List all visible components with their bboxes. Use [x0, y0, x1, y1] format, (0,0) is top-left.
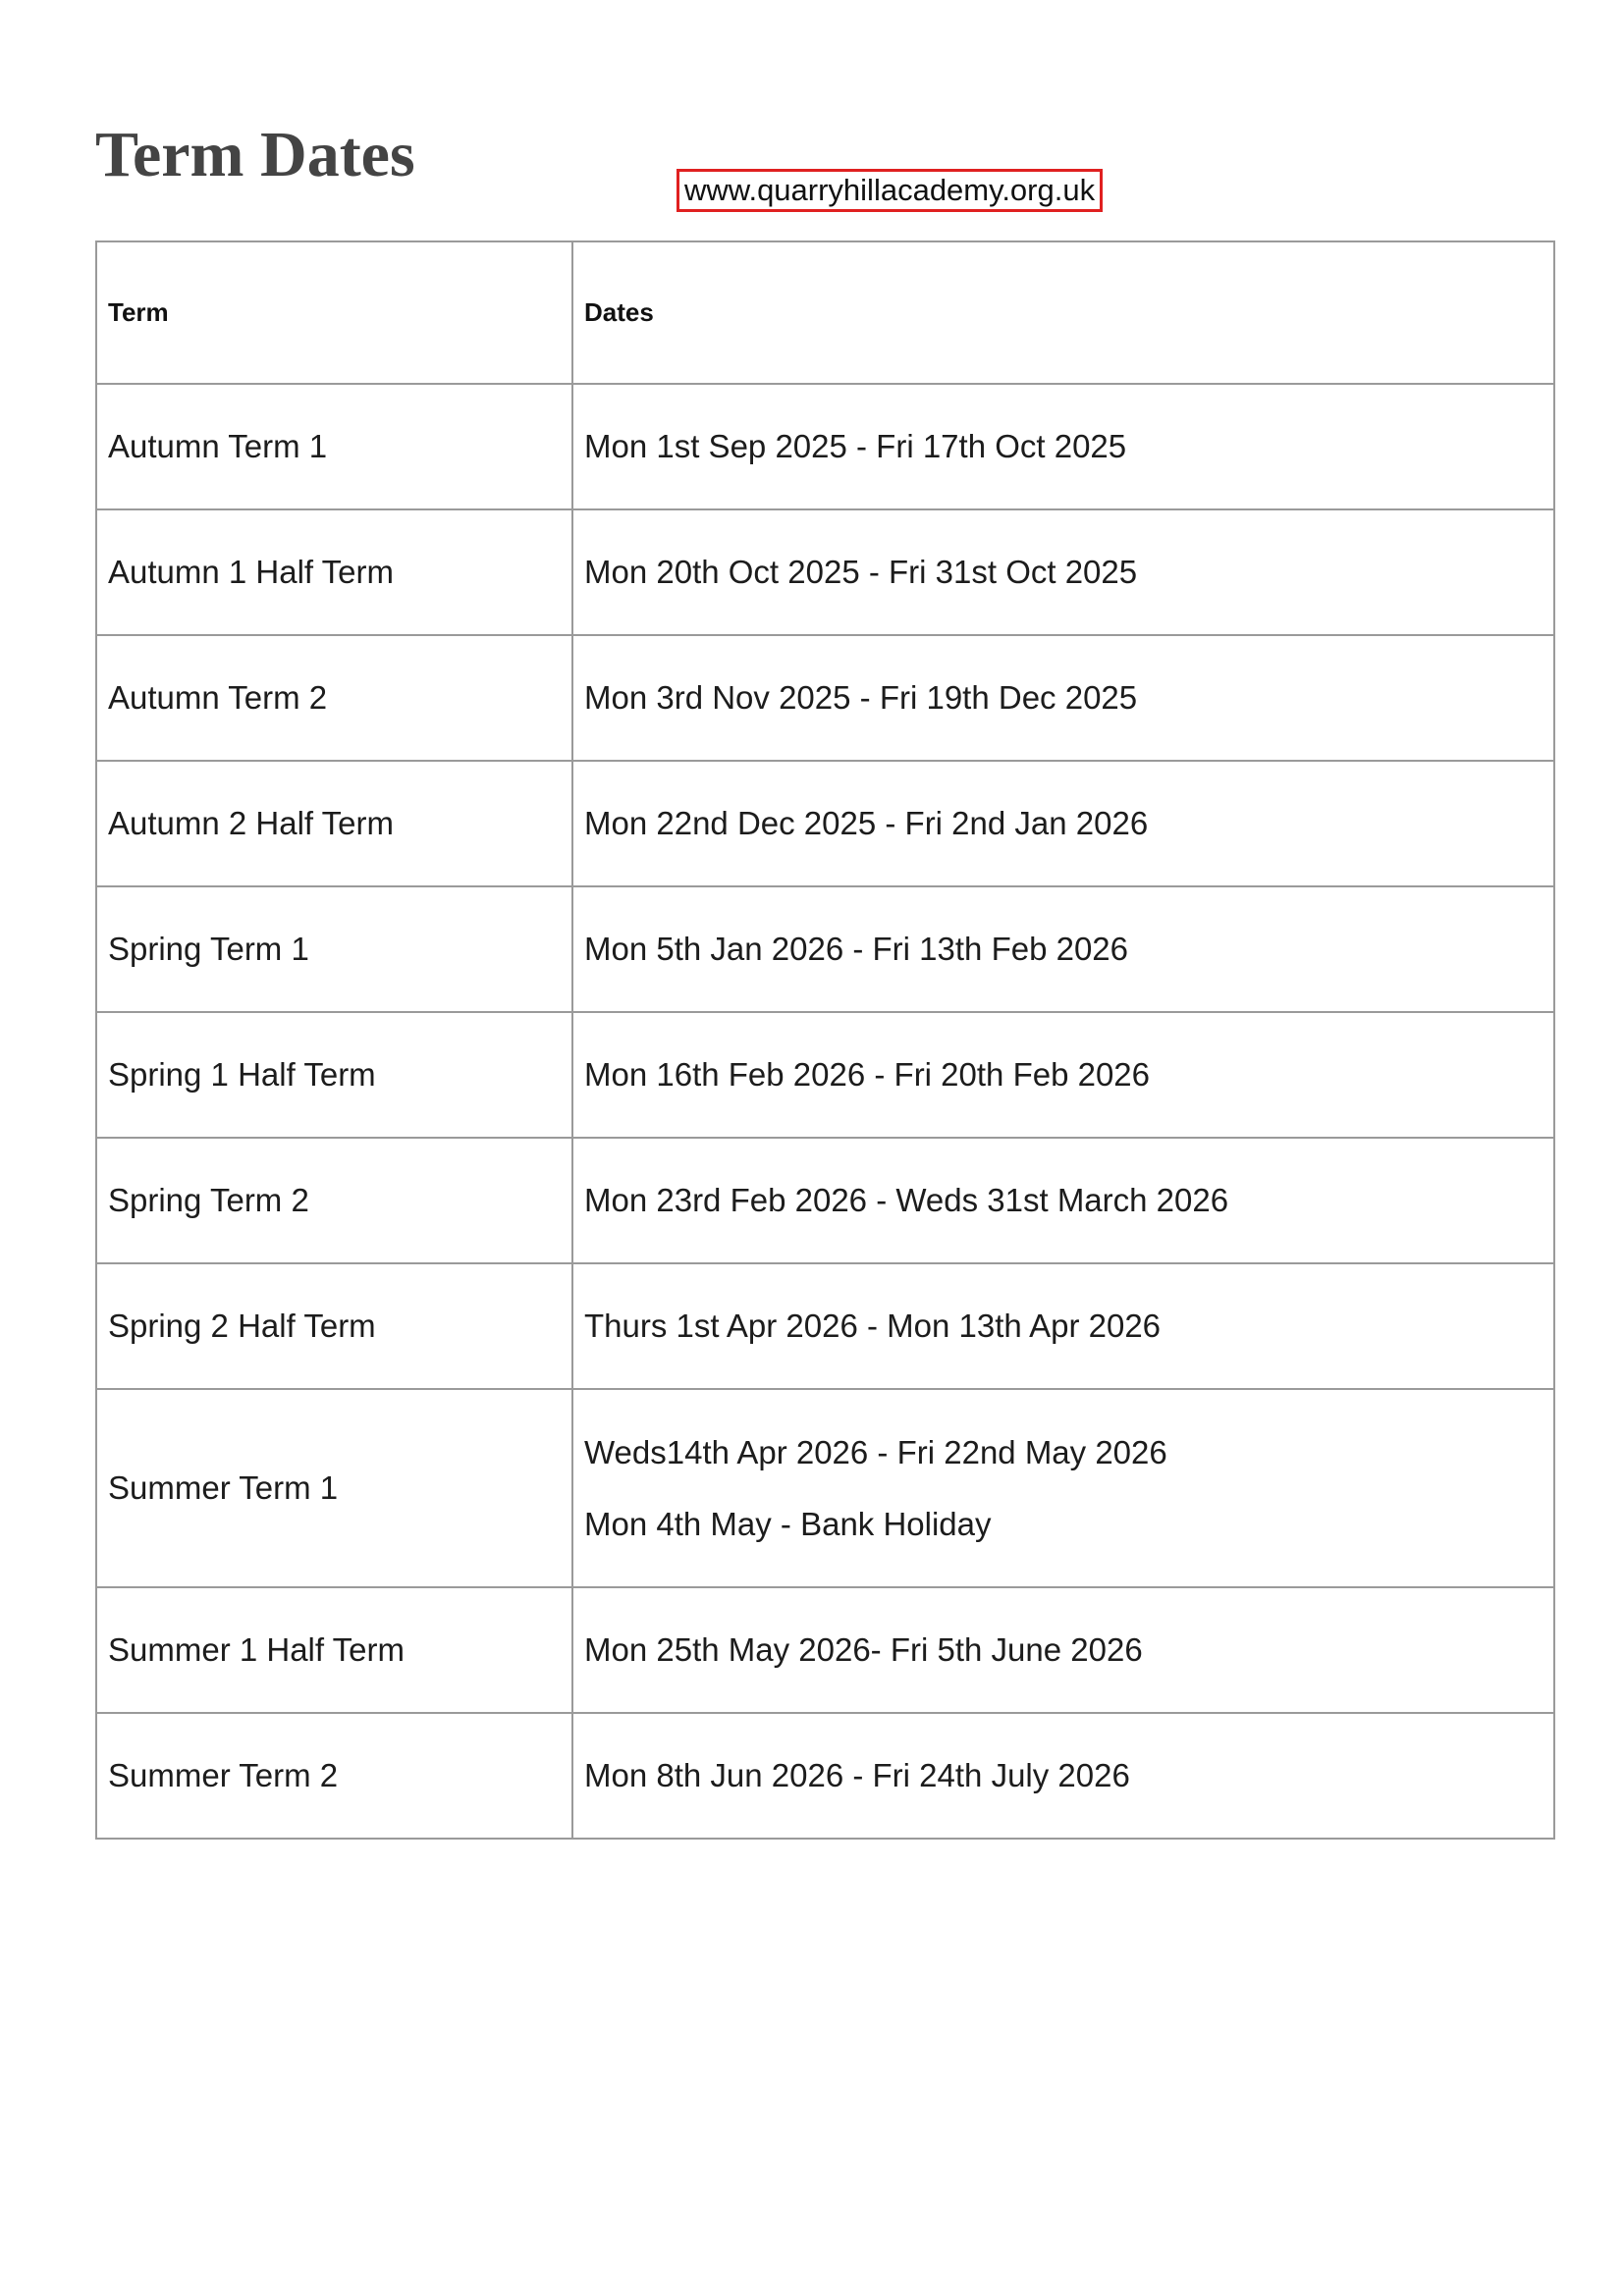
dates-cell [572, 384, 1554, 509]
table-row [96, 509, 1554, 635]
bank-holiday-note: Mon 4th May - Bank Holiday [584, 1505, 992, 1542]
term-cell: Summer Term 2 [96, 1713, 572, 1839]
table-row [96, 635, 1554, 761]
website-link[interactable]: www.quarryhillacademy.org.uk [677, 169, 1103, 212]
table-row [96, 1713, 1554, 1839]
term-cell: Spring 1 Half Term [96, 1012, 572, 1138]
table-row [96, 886, 1554, 1012]
dates-cell [572, 1389, 1554, 1587]
date-range: Thurs 1st Apr 2026 - Mon 13th Apr 2026 [584, 1308, 1162, 1344]
dates-cell [572, 1713, 1554, 1839]
term-cell: Spring 2 Half Term [96, 1263, 572, 1389]
date-range: Mon 25th May 2026- Fri 5th June 2026 [584, 1631, 1143, 1668]
dates-cell [572, 635, 1554, 761]
dates-cell [572, 1587, 1554, 1713]
dates-cell [572, 886, 1554, 1012]
dates-cell [572, 1263, 1554, 1389]
date-range: Mon 23rd Feb 2026 - Weds 31st March 2026 [584, 1182, 1229, 1218]
table-row [96, 761, 1554, 886]
dates-cell [572, 761, 1554, 886]
table-header-row [96, 241, 1554, 384]
dates-cell [572, 1138, 1554, 1263]
table-row [96, 384, 1554, 509]
date-range: Mon 8th Jun 2026 - Fri 24th July 2026 [584, 1757, 1130, 1793]
date-range: Mon 22nd Dec 2025 - Fri 2nd Jan 2026 [584, 805, 1149, 841]
term-cell: Autumn 1 Half Term [96, 509, 572, 635]
date-range: Weds14th Apr 2026 - Fri 22nd May 2026 [584, 1433, 1167, 1470]
date-range: Mon 5th Jan 2026 - Fri 13th Feb 2026 [584, 931, 1129, 967]
term-cell: Autumn Term 1 [96, 384, 572, 509]
date-range: Mon 20th Oct 2025 - Fri 31st Oct 2025 [584, 554, 1138, 590]
table-row [96, 1389, 1554, 1587]
date-range: Mon 16th Feb 2026 - Fri 20th Feb 2026 [584, 1056, 1151, 1093]
dates-cell [572, 1012, 1554, 1138]
term-cell: Spring Term 1 [96, 886, 572, 1012]
table-row [96, 1138, 1554, 1263]
term-cell: Autumn 2 Half Term [96, 761, 572, 886]
term-cell: Summer Term 1 [96, 1389, 572, 1587]
term-cell: Summer 1 Half Term [96, 1587, 572, 1713]
date-range: Mon 3rd Nov 2025 - Fri 19th Dec 2025 [584, 679, 1138, 716]
term-cell: Autumn Term 2 [96, 635, 572, 761]
dates-column-header: Dates [572, 241, 1554, 384]
term-cell: Spring Term 2 [96, 1138, 572, 1263]
dates-cell [572, 509, 1554, 635]
table-row [96, 1587, 1554, 1713]
date-range: Mon 1st Sep 2025 - Fri 17th Oct 2025 [584, 428, 1127, 464]
page-title: Term Dates [95, 119, 415, 190]
term-dates-table [95, 240, 1555, 1840]
table-row [96, 1012, 1554, 1138]
table-row [96, 1263, 1554, 1389]
term-column-header: Term [96, 241, 572, 384]
